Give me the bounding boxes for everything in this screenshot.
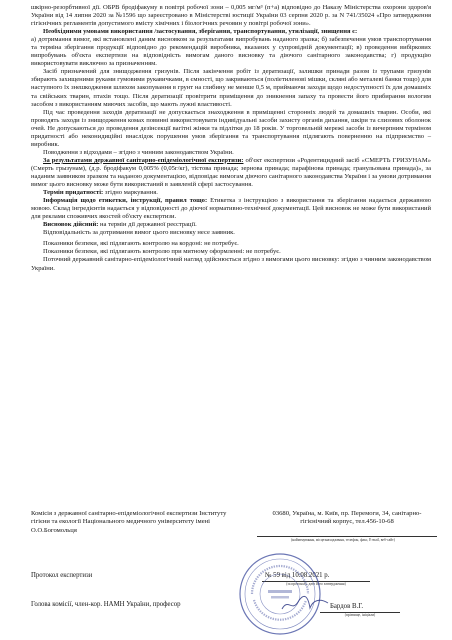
paragraph-purpose: Засіб призначений для знищодження гризунів. Після закінчення робіт із дератизації, залишки принади разом із трупами гризунів збирають захищеними руками гумовими рукавичками, в ємності, що закриваються (поліетиленові мішки, скляні або металеві банки тощо) для наступного їх знешкодження шляхом закопування в грунт на глибину не менше 0,5 м, приймаючи заходи щодо недоступності їх для домашніх та свійських тварин, птахів тощо. Після дератизації провітрити приміщення до зникнення запаху та провести його прибирання вологим засобом з використанням миючих засобів, що мають лужні властивості. [31,68,431,108]
conclusion-text: об'єкт експертизи «Родентицидний засіб «СМЕРТЬ ГРИЗУНАМ» (Смерть грызунам), (д.р. бродіфакум 0,005% (0,05г/кг), тістова принада; зернова принада; парафінова принада; гранульована принада)», за наданим заявником зразком та наданою документацією, відповідає вимогам діючого санітарного законодавства України і за умови дотримання вимог цього висновку може бути використаний в заявленій сфері застосування. [31,156,432,189]
paragraph-limits: шкірно-резорбтивної дії. ОБРВ бродіфакуму в повітрі робочої зони – 0,005 мг/м³ (п+а) відповідно до Наказу Міністерства охорони здоров'я України від 14 липня 2020 за №1596 що зареєстровано в Міністерстві юстиції України 03 серпня 2020 р. за N 741/35024 «Про затвердження гігієнічних регламентів допустимого вмісту хімічних і біологічних речовин у повітрі робочої зони». [31,4,431,28]
validity-label: Висновок дійсний: [43,221,99,229]
commission-name: Комісія з державної санітарно-епідеміологічної експертизи Інституту гігієни та екології Національного медичного університету імені О.О.Богомольця [31,510,227,534]
conditions-heading: Необхідними умовами використання /застосування, зберігання, транспортування, утилізації, знищення є: [43,28,358,36]
paragraph-supervision: Поточний державний санітарно-епідеміологічний нагляд здійснюється згідно з вимогами цього висновку: згідно з чинним законодавством України. [31,256,431,272]
address-caption: (найменування, місцезнаходження, телефон, факс, E-mail, веб-сайт) [291,538,395,542]
protocol-value: № 59 від 10.08.2021 р. [265,572,330,579]
label-info-label: Інформація щодо етикетки, інструкції, правил тощо: [43,197,208,205]
paragraph-border-control: Показники безпеки, які підлягають контролю на кордоні: не потребує. [43,240,239,248]
validity-text: на термін дії державної реєстрації. [98,221,197,229]
paragraph-waste: Поводження з відходами – згідно з чинним законодавством України. [43,148,234,156]
signature [280,594,330,614]
paragraph-customs-control: Показники безпеки, які підлягають контролю при митному оформленні: не потребує. [43,248,281,256]
paragraph-conditions-heading [31,28,431,36]
paragraph-conclusion [31,157,431,189]
commission-address: 03680, Україна, м. Київ, пр. Перемоги, 34, санітарно-гігієнічний корпус, тел.456-10-68 [272,510,422,526]
paragraph-shelf-life [31,189,431,197]
paragraph-validity [31,221,431,229]
head-name-caption: (прізвище, ініціали) [344,613,376,617]
label-info-text: Етикетка з інструкцією з використання та зберігання надається державною мовою. Склад інгредієнтів надається у відповідності до діючої нормативно-технічної документації. Цей висновок не може бути використаний для реклами споживчих якостей об'єкту експертизи. [31,197,431,221]
head-of-commission: Голова комісії, член-кор. НАМН України, професор [31,601,181,608]
protocol-label: Протокол експертизи [31,572,93,579]
document-body [31,4,431,273]
head-name: Бардов В.Г. [330,603,364,610]
paragraph-conditions: а) дотримання вимог, які встановлені даним висновком за результатами випробувань наданого зразка; б) забезпечення умов транспортування та терміна зберігання продукції відповідно до рекомендацій виробника, вказаних у супровідній документації; в) проведення вибіркових випробувань об'єкта експертизи на відповідність вимогам даного висновку та діючого санітарного законодавства; г) продукцію використовувати виключно за призначенням. [31,36,431,68]
paragraph-safety: Під час проведення заходів дератизації не допускається знаходження в приміщенні сторонніх людей та домашніх тварин. Особи, які проводять заходи із знищодження комах повинні використовувати індивідуальні засоби захисту органів дихання, шкіри та слизових оболонок очей. Не допускаються до проведення дезінсекції вагітні жінки та підлітки до 18 років. У торговельній мережі засоби із вичерпним терміном придатності або неконидиційні внаслідок порушення умов зберігання та транспортування підлягають поверненню на підприємство – виробник. [31,108,431,148]
protocol-caption: (за протоколу, дата його затвердження) [286,582,346,586]
conclusion-label: За результатами державної санітарно-епідеміологічної експертизи: [43,156,244,164]
paragraph-responsibility: Відповідальність за дотримання вимог цього висновку несе заявник. [43,229,235,237]
shelf-life-text: згідно маркування. [103,189,158,197]
address-underline [257,536,437,537]
paragraph-label-info [31,197,431,221]
shelf-life-label: Термін придатності: [43,189,104,197]
